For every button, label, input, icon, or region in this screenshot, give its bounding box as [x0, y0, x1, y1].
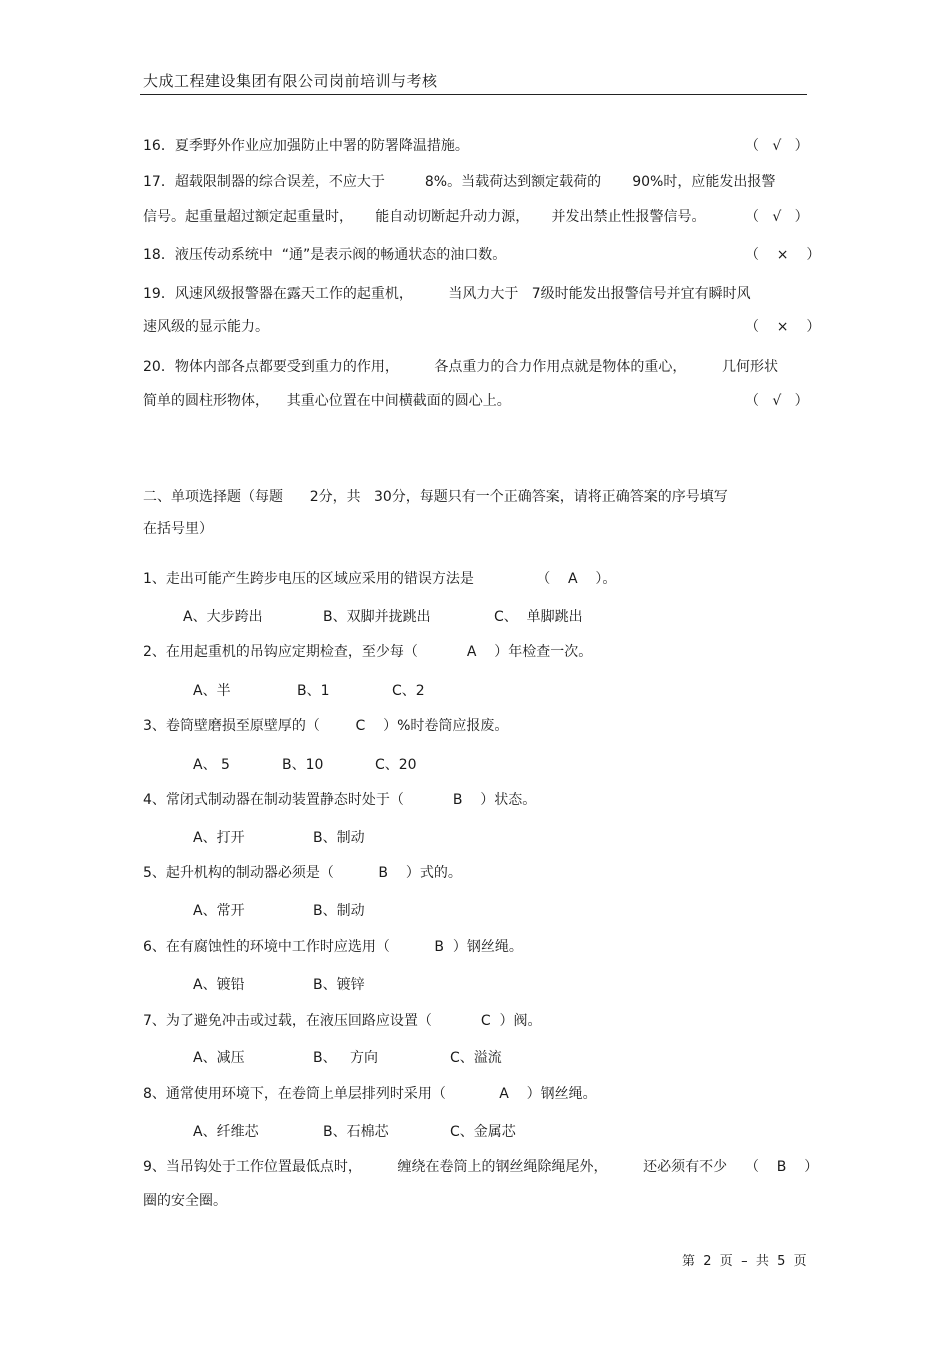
- question-9-answer: （ B ）: [745, 1159, 819, 1175]
- question-4: 4、常闭式制动器在制动装置静态时处于（ B ）状态。: [143, 792, 537, 808]
- question-5-option-b: B、制动: [313, 903, 365, 919]
- judge-17-line1: 17．超载限制器的综合误差，不应大于 8%。当载荷达到额定载荷的 90%时，应能发出报警: [143, 174, 776, 190]
- question-6: 6、在有腐蚀性的环境中工作时应选用（ B ）钢丝绳。: [143, 939, 523, 955]
- question-1-option-b: B、双脚并拢跳出: [323, 609, 431, 625]
- question-7-option-a: A、减压: [193, 1050, 245, 1066]
- question-7-option-b: B、 方向: [313, 1050, 378, 1066]
- judge-18-answer: （ × ）: [745, 247, 821, 263]
- question-2-option-c: C、2: [392, 683, 425, 699]
- question-5-option-a: A、常开: [193, 903, 245, 919]
- judge-19-line1: 19．风速风级报警器在露天工作的起重机， 当风力大于 7级时能发出报警信号并宜有瞬时风: [143, 286, 751, 302]
- judge-20-line1: 20．物体内部各点都要受到重力的作用， 各点重力的合力作用点就是物体的重心， 几何形状: [143, 359, 779, 375]
- question-6-option-b: B、镀锌: [313, 977, 365, 993]
- question-8: 8、通常使用环境下，在卷筒上单层排列时采用（ A ）钢丝绳。: [143, 1086, 597, 1102]
- question-6-option-a: A、镀铅: [193, 977, 245, 993]
- question-9-line2: 圈的安全圈。: [143, 1193, 227, 1209]
- question-8-option-a: A、纤维芯: [193, 1124, 259, 1140]
- question-4-option-b: B、制动: [313, 830, 365, 846]
- page-footer-number: 第 2 页 – 共 5 页: [682, 1254, 807, 1269]
- question-3-option-b: B、10: [282, 757, 324, 773]
- judge-16-answer: （ √ ）: [745, 138, 809, 154]
- judge-19-answer: （ × ）: [745, 319, 821, 335]
- section2-title-line1: 二、单项选择题（每题 2分，共 30分，每题只有一个正确答案，请将正确答案的序号填写: [143, 489, 728, 505]
- question-2-option-a: A、半: [193, 683, 231, 699]
- question-7: 7、为了避免冲击或过载，在液压回路应设置（ C ）阀。: [143, 1013, 542, 1029]
- question-3-option-a: A、 5: [193, 757, 230, 773]
- judge-20-line2: 简单的圆柱形物体， 其重心位置在中间横截面的圆心上。: [143, 393, 511, 409]
- question-4-option-a: A、打开: [193, 830, 245, 846]
- judge-18-line1: 18．液压传动系统中 “通”是表示阀的畅通状态的油口数。: [143, 247, 507, 263]
- question-2: 2、在用起重机的吊钩应定期检查，至少每（ A ）年检查一次。: [143, 644, 593, 660]
- judge-17-line2: 信号。起重量超过额定起重量时， 能自动切断起升动力源， 并发出禁止性报警信号。: [143, 209, 706, 225]
- question-7-option-c: C、溢流: [450, 1050, 502, 1066]
- judge-19-line2: 速风级的显示能力。: [143, 319, 269, 335]
- page-header-title: 大成工程建设集团有限公司岗前培训与考核: [143, 72, 438, 90]
- question-1: 1、走出可能产生跨步电压的区域应采用的错误方法是 （ A ）。: [143, 571, 617, 587]
- question-2-option-b: B、1: [297, 683, 330, 699]
- question-9-line1: 9、当吊钩处于工作位置最低点时， 缠绕在卷筒上的钢丝绳除绳尾外， 还必须有不少: [143, 1159, 728, 1175]
- judge-16-line1: 16．夏季野外作业应加强防止中署的防署降温措施。: [143, 138, 469, 154]
- question-5: 5、起升机构的制动器必须是（ B ）式的。: [143, 865, 462, 881]
- question-8-option-c: C、金属芯: [450, 1124, 516, 1140]
- question-1-option-c: C、 单脚跳出: [494, 609, 583, 625]
- question-3: 3、卷筒壁磨损至原壁厚的（ C ）%时卷筒应报废。: [143, 718, 509, 734]
- question-8-option-b: B、石棉芯: [323, 1124, 389, 1140]
- question-3-option-c: C、20: [375, 757, 417, 773]
- judge-17-answer: （ √ ）: [745, 209, 809, 225]
- section2-title-line2: 在括号里）: [143, 521, 213, 537]
- header-divider: [140, 94, 807, 95]
- judge-20-answer: （ √ ）: [745, 393, 809, 409]
- question-1-option-a: A、大步跨出: [183, 609, 263, 625]
